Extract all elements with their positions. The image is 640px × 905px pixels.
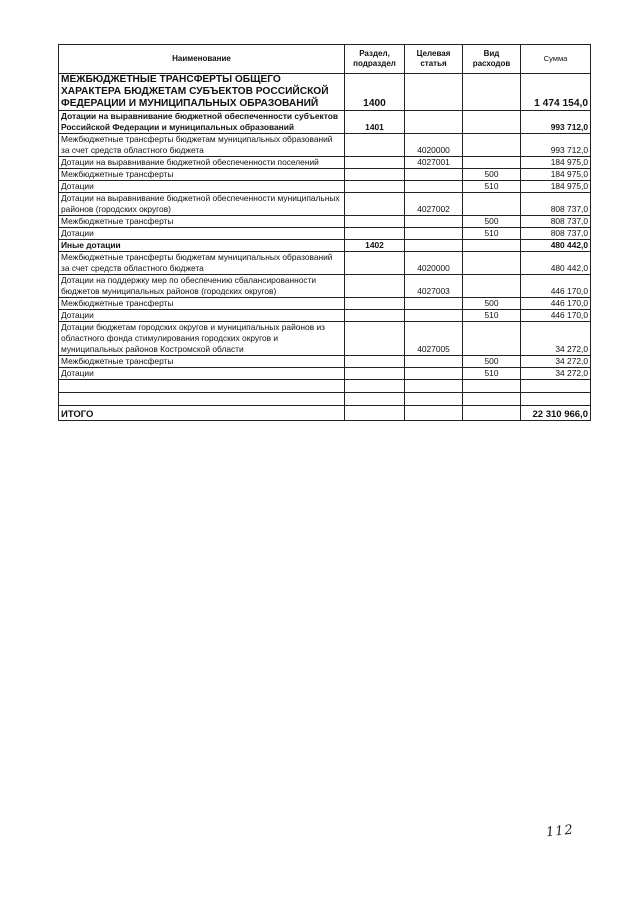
- row-expense-type: 510: [463, 368, 521, 380]
- table-row: [59, 228, 591, 240]
- total-sum: 22 310 966,0: [521, 406, 591, 421]
- row-name: Дотации бюджетам городских округов и муниципальных районов из областного фонда стимулирования городских округов и муниципальных районов Костромской области: [59, 322, 345, 356]
- total-label: ИТОГО: [59, 406, 345, 421]
- row-name: Межбюджетные трансферты: [59, 356, 345, 368]
- row-expense-type: 510: [463, 310, 521, 322]
- row-target-article: [405, 356, 463, 368]
- row-section: 1401: [345, 111, 405, 134]
- row-section: [345, 356, 405, 368]
- row-expense-type: [463, 193, 521, 216]
- row-expense-type: [463, 74, 521, 111]
- table-row: [59, 181, 591, 193]
- table-row: [59, 193, 591, 216]
- row-target-article: [405, 216, 463, 228]
- row-expense-type: [463, 252, 521, 275]
- row-target-article: 4027002: [405, 193, 463, 216]
- table-row: [59, 252, 591, 275]
- table-row: [59, 134, 591, 157]
- row-section: [345, 275, 405, 298]
- row-section: 1402: [345, 240, 405, 252]
- row-sum: 480 442,0: [521, 240, 591, 252]
- header-sum: Сумма: [521, 45, 591, 74]
- row-target-article: [405, 380, 463, 393]
- row-sum: 808 737,0: [521, 193, 591, 216]
- row-section: [345, 298, 405, 310]
- row-name: Межбюджетные трансферты бюджетам муниципальных образований за счет средств областного бюджета: [59, 134, 345, 157]
- row-section: [345, 134, 405, 157]
- row-expense-type: [463, 380, 521, 393]
- row-section: [345, 157, 405, 169]
- row-expense-type: 500: [463, 216, 521, 228]
- row-expense-type: [463, 157, 521, 169]
- header-expense-type: Вид расходов: [463, 45, 521, 74]
- row-section: [345, 169, 405, 181]
- header-target-article: Целевая статья: [405, 45, 463, 74]
- table-row: [59, 356, 591, 368]
- table-row: [59, 157, 591, 169]
- row-name: Дотации на поддержку мер по обеспечению сбалансированности бюджетов муниципальных районов (городских округов): [59, 275, 345, 298]
- row-section: [345, 310, 405, 322]
- row-name: Межбюджетные трансферты: [59, 169, 345, 181]
- row-expense-type: [463, 134, 521, 157]
- table-row: [59, 380, 591, 393]
- row-sum: 446 170,0: [521, 310, 591, 322]
- row-sum: [521, 380, 591, 393]
- row-sum: 184 975,0: [521, 169, 591, 181]
- row-sum: 446 170,0: [521, 275, 591, 298]
- row-name: Дотации: [59, 228, 345, 240]
- row-section: [345, 228, 405, 240]
- row-expense-type: [463, 240, 521, 252]
- row-expense-type: [463, 393, 521, 406]
- row-section: [345, 193, 405, 216]
- table-header-row: [59, 45, 591, 74]
- row-name: [59, 393, 345, 406]
- row-name: Межбюджетные трансферты: [59, 298, 345, 310]
- row-expense-type: 500: [463, 298, 521, 310]
- table-row: [59, 74, 591, 111]
- table-row: [59, 111, 591, 134]
- row-target-article: [405, 111, 463, 134]
- row-sum: 184 975,0: [521, 157, 591, 169]
- row-target-article: [405, 368, 463, 380]
- row-target-article: [405, 298, 463, 310]
- row-section: [345, 393, 405, 406]
- row-section: [345, 322, 405, 356]
- table-row: [59, 322, 591, 356]
- row-expense-type: 500: [463, 356, 521, 368]
- total-row: [59, 406, 591, 421]
- table-body: [59, 74, 591, 406]
- row-target-article: [405, 393, 463, 406]
- row-target-article: [405, 310, 463, 322]
- budget-table: [58, 44, 591, 421]
- row-section: [345, 368, 405, 380]
- row-target-article: 4027005: [405, 322, 463, 356]
- table-row: [59, 216, 591, 228]
- row-target-article: [405, 240, 463, 252]
- row-name: Дотации: [59, 181, 345, 193]
- row-sum: 993 712,0: [521, 134, 591, 157]
- row-section: 1400: [345, 74, 405, 111]
- row-sum: 184 975,0: [521, 181, 591, 193]
- row-section: [345, 252, 405, 275]
- row-sum: 446 170,0: [521, 298, 591, 310]
- row-target-article: 4020000: [405, 134, 463, 157]
- row-name: Дотации на выравнивание бюджетной обеспеченности муниципальных районов (городских округов): [59, 193, 345, 216]
- row-name: Межбюджетные трансферты бюджетам муниципальных образований за счет средств областного бюджета: [59, 252, 345, 275]
- row-sum: 34 272,0: [521, 322, 591, 356]
- row-sum: 1 474 154,0: [521, 74, 591, 111]
- page-number: 112: [545, 822, 575, 841]
- table-row: [59, 240, 591, 252]
- row-section: [345, 380, 405, 393]
- table-row: [59, 310, 591, 322]
- header-section: Раздел, подраздел: [345, 45, 405, 74]
- row-name: Дотации на выравнивание бюджетной обеспеченности субъектов Российской Федерации и муниципальных образований: [59, 111, 345, 134]
- header-name: Наименование: [59, 45, 345, 74]
- table-row: [59, 298, 591, 310]
- row-target-article: [405, 228, 463, 240]
- row-sum: 808 737,0: [521, 216, 591, 228]
- table-row: [59, 393, 591, 406]
- row-name: Межбюджетные трансферты: [59, 216, 345, 228]
- row-expense-type: [463, 111, 521, 134]
- row-name: [59, 380, 345, 393]
- row-target-article: 4027003: [405, 275, 463, 298]
- row-sum: 993 712,0: [521, 111, 591, 134]
- row-target-article: [405, 181, 463, 193]
- row-expense-type: [463, 322, 521, 356]
- row-sum: [521, 393, 591, 406]
- row-expense-type: 510: [463, 228, 521, 240]
- table-row: [59, 275, 591, 298]
- row-section: [345, 216, 405, 228]
- table-row: [59, 368, 591, 380]
- row-name: Дотации: [59, 368, 345, 380]
- row-name: Иные дотации: [59, 240, 345, 252]
- row-target-article: 4020000: [405, 252, 463, 275]
- row-target-article: [405, 74, 463, 111]
- row-target-article: [405, 169, 463, 181]
- row-sum: 34 272,0: [521, 368, 591, 380]
- row-name: МЕЖБЮДЖЕТНЫЕ ТРАНСФЕРТЫ ОБЩЕГО ХАРАКТЕРА БЮДЖЕТАМ СУБЪЕКТОВ РОССИЙСКОЙ ФЕДЕРАЦИИ И МУНИЦИПАЛЬНЫХ ОБРАЗОВАНИЙ: [59, 74, 345, 111]
- row-name: Дотации на выравнивание бюджетной обеспеченности поселений: [59, 157, 345, 169]
- row-name: Дотации: [59, 310, 345, 322]
- row-section: [345, 181, 405, 193]
- row-expense-type: [463, 275, 521, 298]
- table-row: [59, 169, 591, 181]
- row-expense-type: 510: [463, 181, 521, 193]
- row-sum: 480 442,0: [521, 252, 591, 275]
- row-expense-type: 500: [463, 169, 521, 181]
- row-target-article: 4027001: [405, 157, 463, 169]
- row-sum: 34 272,0: [521, 356, 591, 368]
- row-sum: 808 737,0: [521, 228, 591, 240]
